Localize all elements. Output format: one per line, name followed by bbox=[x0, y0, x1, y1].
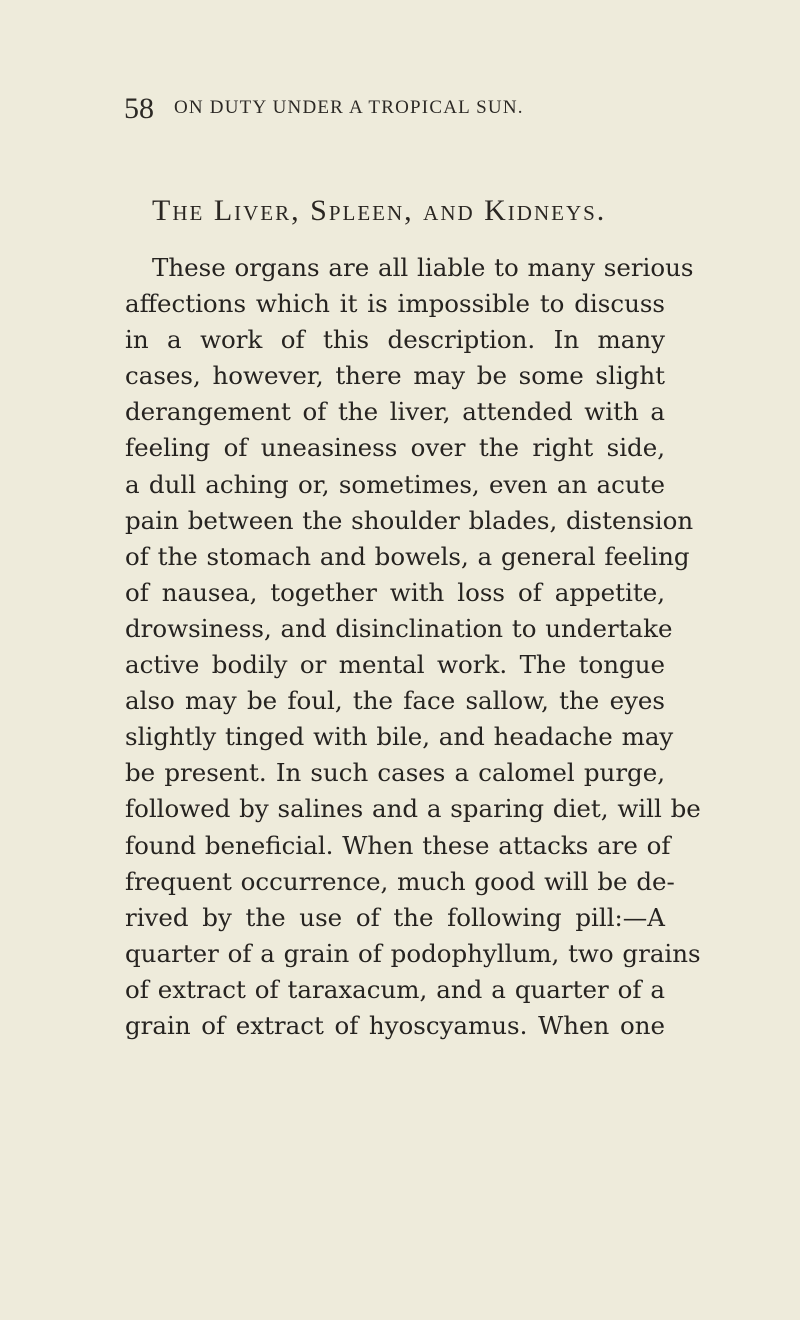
text-line: found beneficial. When these attacks are of bbox=[125, 830, 671, 860]
text-line: of nausea, together with loss of appetite, bbox=[125, 577, 665, 607]
text-line: These organs are all liable to many serious bbox=[152, 253, 694, 282]
text-line: quarter of a grain of podophyllum, two grains bbox=[125, 938, 701, 968]
text-line: cases, however, there may be some slight bbox=[125, 361, 665, 391]
section-heading: The Liver, Spleen, and Kidneys. bbox=[152, 194, 607, 227]
text-line: a dull aching or, sometimes, even an acute bbox=[125, 469, 665, 499]
text-line: rived by the use of the following pill:—A bbox=[125, 902, 665, 932]
text-line: slightly tinged with bile, and headache may bbox=[125, 722, 674, 752]
running-title: ON DUTY UNDER A TROPICAL SUN. bbox=[174, 97, 524, 118]
text-line: active bodily or mental work. The tongue bbox=[125, 650, 665, 680]
text-line: affections which it is impossible to discuss bbox=[125, 289, 665, 319]
text-line: of the stomach and bowels, a general feeling bbox=[125, 541, 690, 571]
text-line: of extract of taraxacum, and a quarter of a bbox=[125, 974, 665, 1004]
text-line: be present. In such cases a calomel purge, bbox=[125, 758, 665, 788]
text-line: grain of extract of hyoscyamus. When one bbox=[125, 1010, 665, 1040]
text-line: derangement of the liver, attended with a bbox=[125, 397, 665, 427]
text-line: pain between the shoulder blades, distension bbox=[125, 505, 694, 535]
text-line: in a work of this description. In many bbox=[125, 325, 665, 355]
page-number: 58 bbox=[124, 92, 154, 125]
text-line: followed by salines and a sparing diet, will be bbox=[125, 794, 701, 824]
text-line: also may be foul, the face sallow, the eyes bbox=[125, 686, 665, 716]
text-line: frequent occurrence, much good will be de- bbox=[125, 866, 675, 896]
text-line: drowsiness, and disinclination to undertake bbox=[125, 613, 673, 643]
running-header bbox=[124, 92, 684, 125]
text-line: feeling of uneasiness over the right side, bbox=[125, 433, 665, 463]
body-paragraph bbox=[125, 250, 701, 1044]
